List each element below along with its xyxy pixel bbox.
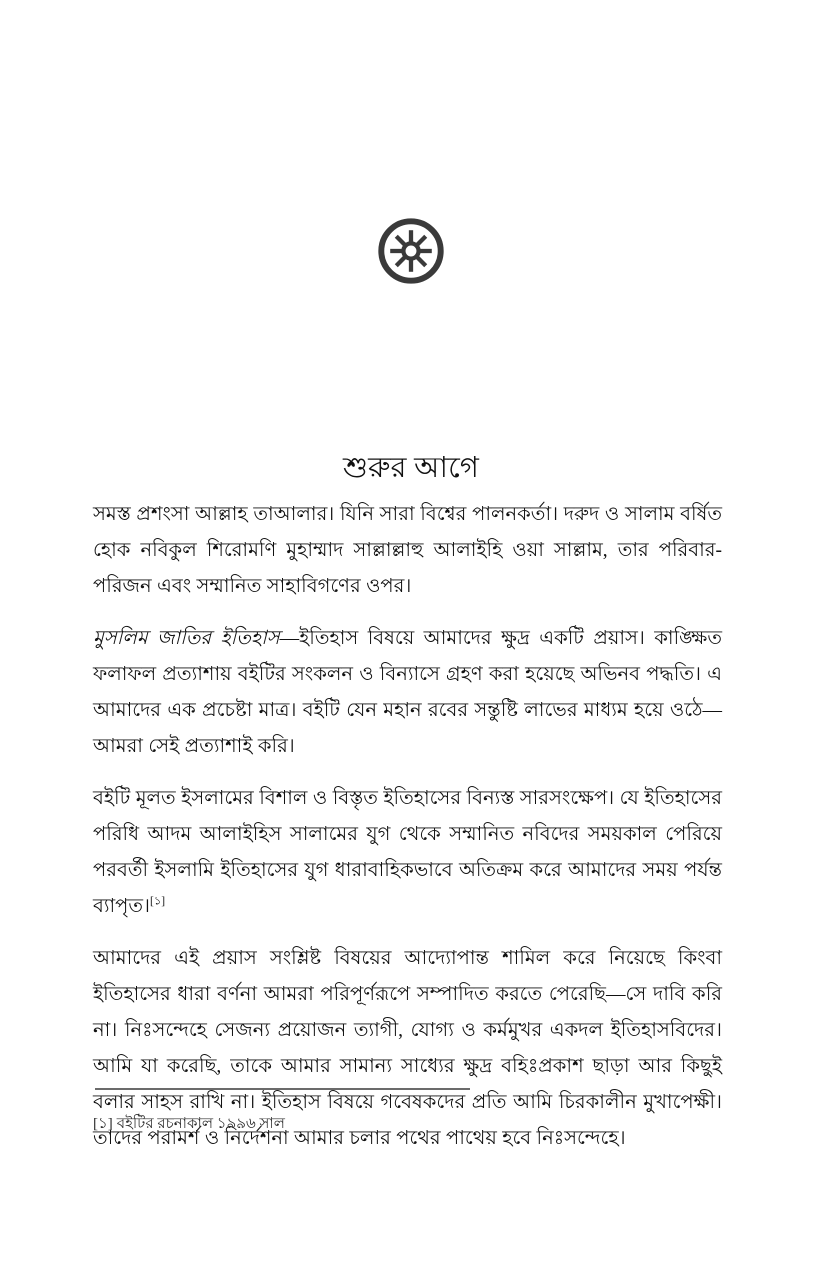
footnote-text: বইটির রচনাকাল ১৯৯৬ সাল [116,1116,285,1132]
rosette-ornament-container [0,218,822,284]
paragraph-3 [93,781,722,925]
footnote-entry [93,1112,722,1136]
body-text-block [93,497,722,1157]
rosette-wheel-icon [378,218,444,284]
footnote-marker: [১] [93,1116,113,1132]
book-title-italic: মুসলিম জাতির ইতিহাস [93,628,280,649]
paragraph-1 [93,497,722,605]
paragraph-3-run-1: বইটি মূলত ইসলামের বিশাল ও বিস্তৃত ইতিহাসের বিন্যস্ত সারসংক্ষেপ। যে ইতিহাসের পরিধি আদম আলাইহিস সালামের যুগ থেকে সম্মানিত নবিদের সময়কাল পেরিয়ে পরবর্তী ইসলামি ইতিহাসের যুগ ধারাবাহিকভাবে অতিক্রম করে আমাদের সময় পর্যন্ত ব্যাপৃত। [93,788,722,917]
footnote-reference-1[interactable]: [১] [150,895,166,908]
paragraph-2 [93,621,722,765]
footnote-separator [95,1088,470,1090]
paragraph-4-run-1: আমাদের এই প্রয়াস সংশ্লিষ্ট বিষয়ের আদ্যোপান্ত শামিল করে নিয়েছে কিংবা ইতিহাসের ধারা বর্ণনা আমরা পরিপূর্ণরূপে সম্পাদিত করতে পেরেছি—সে দাবি করি না। নিঃসন্দেহে সেজন্য প্রয়োজন ত্যাগী, যোগ্য ও কর্মমুখর একদল ইতিহাসবিদের। আমি যা করেছি, তাকে আমার সামান্য সাধ্যের ক্ষুদ্র বহিঃপ্রকাশ ছাড়া আর কিছুই বলার সাহস রাখি না। ইতিহাস বিষয়ে গবেষকদের প্রতি আমি চিরকালীন মুখাপেক্ষী। তাদের পরামর্শ ও নির্দেশনা আমার চলার পথের পাথেয় হবে নিঃসন্দেহে। [93,948,722,1149]
page-title: শুরুর আগে [342,452,480,485]
paragraph-2-run-2: —ইতিহাস বিষয়ে আমাদের ক্ষুদ্র একটি প্রয়াস। কাঙ্ক্ষিত ফলাফল প্রত্যাশায় বইটির সংকলন ও বিন্যাসে গ্রহণ করা হয়েছে অভিনব পদ্ধতি। এ আমাদের এক প্রচেষ্টা মাত্র। বইটি যেন মহান রবের সন্তুষ্টি লাভের মাধ্যম হয়ে ওঠে—আমরা সেই প্রত্যাশাই করি। [93,628,722,757]
paragraph-1-run-1: সমস্ত প্রশংসা আল্লাহ তাআলার। যিনি সারা বিশ্বের পালনকর্তা। দরুদ ও সালাম বর্ষিত হোক নবিকুল শিরোমণি মুহাম্মাদ সাল্লাল্লাহু আলাইহি ওয়া সাল্লাম, তার পরিবার-পরিজন এবং সম্মানিত সাহাবিগণের ওপর। [93,504,722,597]
